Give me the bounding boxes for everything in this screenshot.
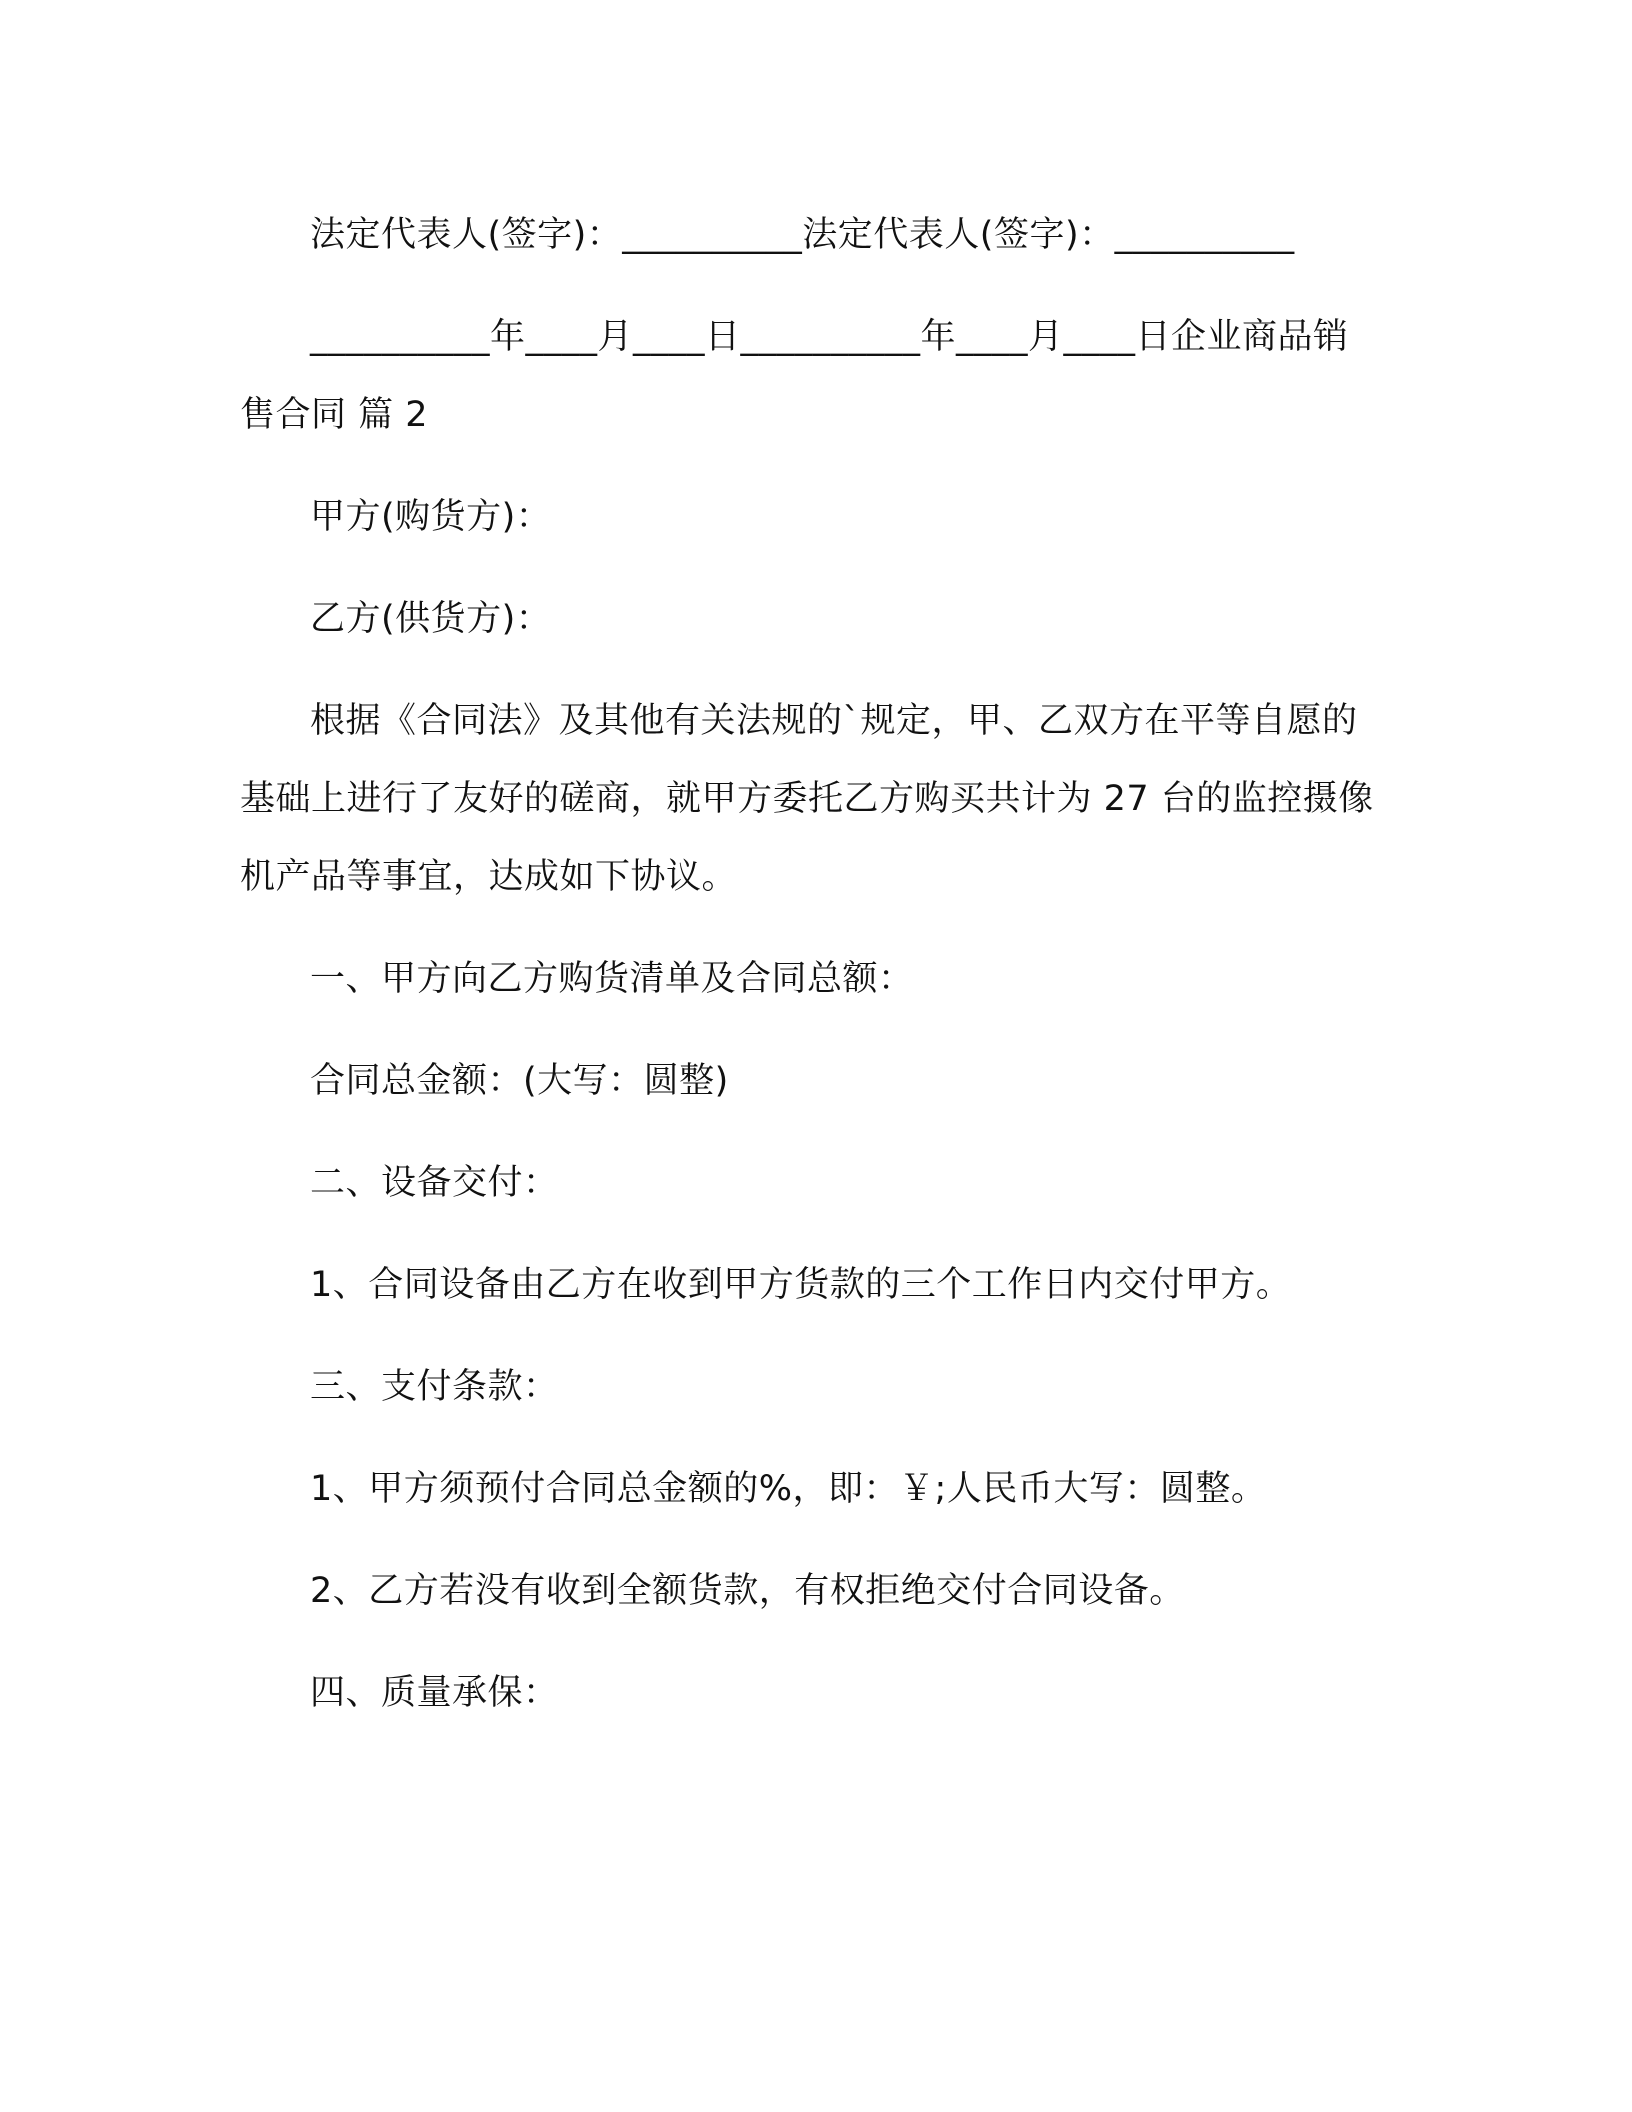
date-line-and-contract-title: __________年____月____日__________年____月____日企业商品销售合同 篇 2 xyxy=(240,317,1349,435)
payment-clause-2: 2、乙方若没有收到全额货款，有权拒绝交付合同设备。 xyxy=(310,1571,1185,1611)
document-body xyxy=(240,196,1380,1756)
signature-line: 法定代表人(签字)：__________法定代表人(签字)：__________ xyxy=(310,215,1295,255)
total-amount-line: 合同总金额：(大写：圆整) xyxy=(310,1061,729,1101)
section-heading-2: 二、设备交付： xyxy=(310,1163,559,1203)
section-heading-3: 三、支付条款： xyxy=(310,1367,559,1407)
section-heading-1: 一、甲方向乙方购货清单及合同总额： xyxy=(310,959,914,999)
party-a-line: 甲方(购货方)： xyxy=(310,497,552,537)
payment-clause-1: 1、甲方须预付合同总金额的%，即：￥;人民币大写：圆整。 xyxy=(310,1469,1267,1509)
section-heading-4: 四、质量承保： xyxy=(310,1673,559,1713)
delivery-clause-1: 1、合同设备由乙方在收到甲方货款的三个工作日内交付甲方。 xyxy=(310,1265,1292,1305)
preamble-paragraph: 根据《合同法》及其他有关法规的`规定，甲、乙双方在平等自愿的基础上进行了友好的磋商，就甲方委托乙方购买共计为 27 台的监控摄像机产品等事宜，达成如下协议。 xyxy=(240,701,1374,897)
party-b-line: 乙方(供货方)： xyxy=(310,599,552,639)
